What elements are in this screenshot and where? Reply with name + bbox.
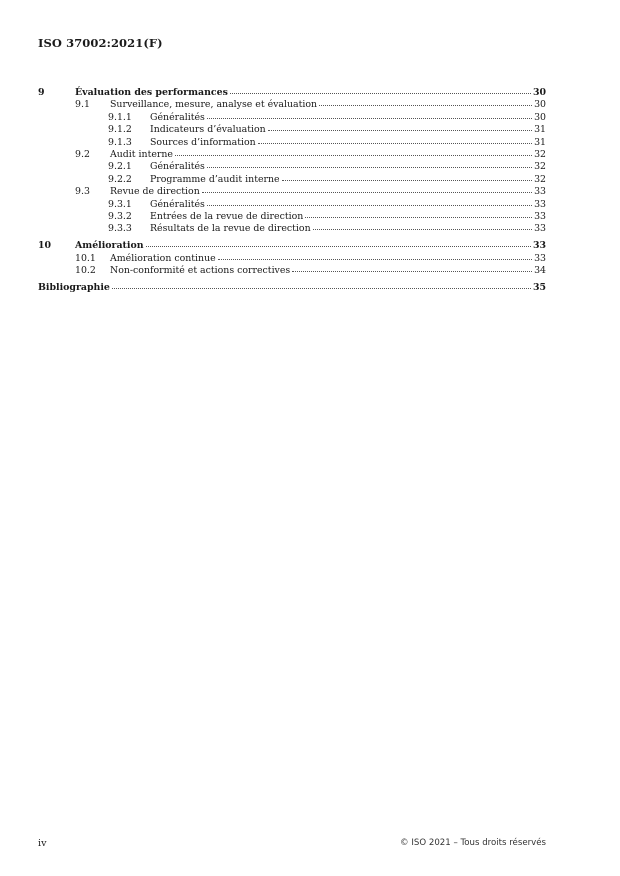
toc-entry-title: Non-conformité et actions correctives	[110, 264, 291, 276]
dot-leader	[319, 104, 532, 106]
toc-entry-page: 30	[534, 111, 546, 123]
toc-entry[interactable]	[38, 186, 546, 198]
toc-entry[interactable]	[38, 253, 546, 265]
toc-entry-title: Résultats de la revue de direction	[150, 223, 311, 235]
toc-entry[interactable]	[38, 240, 546, 252]
dot-leader	[207, 166, 532, 168]
toc-entry-title: Revue de direction	[110, 186, 200, 198]
toc-entry-title: Évaluation des performances	[75, 87, 228, 98]
toc-entry-number: 10	[38, 240, 52, 252]
dot-leader	[292, 270, 532, 272]
toc-entry-number: 9.3.2	[108, 210, 132, 222]
toc-entry-number: 9.2	[75, 148, 90, 160]
dot-leader	[112, 287, 531, 289]
dot-leader	[146, 245, 531, 247]
toc-entry-number: 9.2.2	[108, 173, 132, 185]
dot-leader	[258, 142, 532, 144]
toc-entry-page: 34	[534, 264, 546, 276]
toc-entry-number: 9	[38, 87, 45, 98]
toc-entry-page: 32	[534, 161, 546, 173]
toc-entry-page: 32	[534, 148, 546, 160]
toc-entry-title: Audit interne	[110, 148, 173, 160]
toc-entry-number: 9.2.1	[108, 161, 132, 173]
toc-entry[interactable]	[38, 161, 546, 173]
toc-entry-page: 30	[534, 99, 546, 111]
toc-entry[interactable]	[38, 211, 546, 223]
dot-leader	[268, 129, 532, 131]
dot-leader	[218, 258, 532, 260]
toc-entry-number: 9.3.3	[108, 223, 132, 235]
toc-entry-number: 9.3.1	[108, 198, 132, 210]
toc-entry-page: 33	[534, 198, 546, 210]
copyright-notice: © ISO 2021 – Tous droits réservés	[400, 838, 546, 848]
table-of-contents	[38, 87, 546, 294]
toc-entry-number: 9.3	[75, 186, 90, 198]
dot-leader	[175, 154, 532, 156]
toc-entry[interactable]	[38, 87, 546, 99]
toc-entry-page: 31	[534, 124, 546, 136]
dot-leader	[282, 179, 532, 181]
dot-leader	[207, 117, 532, 119]
toc-entry[interactable]	[38, 124, 546, 136]
toc-entry-title: Amélioration	[75, 240, 144, 252]
toc-entry-number: 10.1	[75, 252, 96, 264]
toc-entry-title: Généralités	[150, 198, 205, 210]
page-number: iv	[38, 838, 47, 849]
toc-entry-page: 30	[532, 87, 546, 98]
toc-entry[interactable]	[38, 99, 546, 111]
document-id: ISO 37002:2021(F)	[38, 36, 163, 50]
toc-entry[interactable]	[38, 265, 546, 277]
toc-entry-number: 9.1.1	[108, 111, 132, 123]
toc-entry[interactable]	[38, 282, 546, 294]
toc-entry-page: 32	[534, 173, 546, 185]
toc-entry-page: 31	[534, 136, 546, 148]
toc-entry[interactable]	[38, 112, 546, 124]
toc-entry-page: 33	[534, 252, 546, 264]
dot-leader	[230, 92, 531, 94]
toc-entry-page: 33	[534, 210, 546, 222]
toc-entry[interactable]	[38, 174, 546, 186]
toc-entry-title: Sources d’information	[150, 136, 256, 148]
toc-entry[interactable]	[38, 149, 546, 161]
toc-entry-title: Amélioration continue	[110, 252, 216, 264]
toc-entry-title: Entrées de la revue de direction	[150, 210, 304, 222]
toc-entry-title: Généralités	[150, 161, 205, 173]
toc-entry-page: 35	[532, 281, 546, 293]
toc-entry-title: Indicateurs d’évaluation	[150, 124, 266, 136]
toc-entry-title: Bibliographie	[38, 281, 110, 293]
toc-entry-number: 10.2	[75, 264, 96, 276]
toc-entry-page: 33	[534, 223, 546, 235]
toc-entry-page: 33	[532, 240, 546, 252]
toc-entry-number: 9.1	[75, 99, 90, 111]
toc-entry[interactable]	[38, 199, 546, 211]
toc-entry-number: 9.1.2	[108, 124, 132, 136]
toc-entry-page: 33	[534, 186, 546, 198]
toc-entry[interactable]	[38, 137, 546, 149]
toc-entry-title: Généralités	[150, 111, 205, 123]
dot-leader	[305, 216, 532, 218]
toc-entry[interactable]	[38, 223, 546, 235]
toc-entry-title: Programme d’audit interne	[150, 173, 280, 185]
dot-leader	[207, 204, 532, 206]
dot-leader	[313, 228, 532, 230]
toc-entry-number: 9.1.3	[108, 136, 132, 148]
dot-leader	[202, 191, 532, 193]
toc-entry-title: Surveillance, mesure, analyse et évaluation	[110, 99, 318, 111]
